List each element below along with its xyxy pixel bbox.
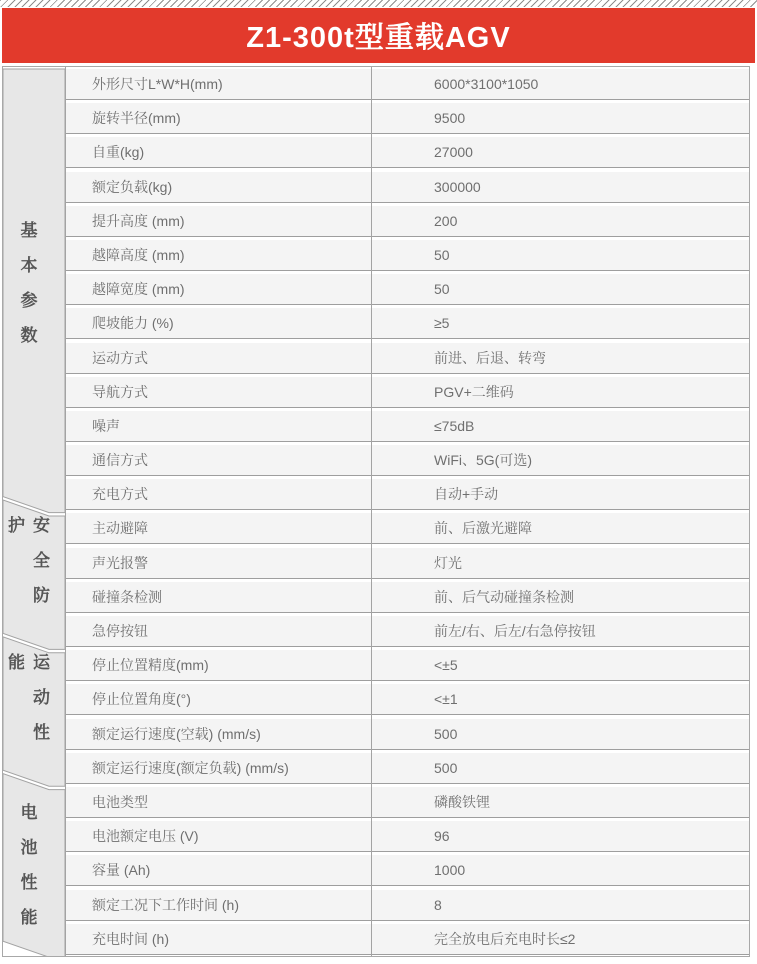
param-value-cell: 前进、后退、转弯 [434, 349, 546, 366]
table-row [66, 411, 749, 442]
category-label: 运动性能 [5, 652, 49, 758]
category-label: 安全防护 [5, 516, 49, 621]
param-value-cell: 8 [434, 896, 442, 913]
param-value-cell: <±5 [434, 657, 458, 674]
table-row [66, 719, 749, 750]
column-divider-category [65, 67, 66, 956]
param-name-cell: 通信方式 [92, 452, 148, 469]
param-name-cell: 外形尺寸L*W*H(mm) [92, 76, 223, 92]
table-row [66, 650, 749, 681]
table-row [66, 924, 749, 955]
table-row [66, 821, 749, 852]
param-value-cell: <±1 [434, 691, 458, 708]
param-name-cell: 充电方式 [92, 486, 148, 503]
param-name-cell: 噪声 [92, 417, 120, 434]
param-name-cell: 停止位置精度(mm) [92, 657, 209, 674]
param-value-cell: 灯光 [434, 554, 462, 571]
table-row [66, 377, 749, 408]
table-row [66, 855, 749, 886]
table-row [66, 103, 749, 134]
table-row [66, 206, 749, 237]
table-row [66, 582, 749, 613]
param-name-cell: 爬坡能力 (%) [92, 315, 174, 332]
param-name-cell: 电池类型 [92, 793, 148, 810]
table-row [66, 890, 749, 921]
param-value-cell: 500 [434, 759, 458, 776]
table-row [66, 479, 749, 510]
param-value-cell: WiFi、5G(可选) [434, 452, 532, 469]
column-divider-value [371, 67, 372, 956]
param-value-cell: 200 [434, 212, 458, 229]
param-value-cell: 1000 [434, 862, 466, 879]
table-row [66, 308, 749, 339]
param-value-cell: 50 [434, 281, 450, 298]
header-banner [2, 8, 755, 63]
param-name-cell: 电池额定电压 (V) [92, 828, 199, 845]
param-value-cell: 完全放电后充电时长≤2 [434, 930, 576, 947]
param-value-cell: ≥5 [434, 315, 450, 332]
param-name-cell: 额定运行速度(空载) (mm/s) [92, 725, 261, 742]
param-value-cell: 27000 [434, 144, 473, 161]
param-name-cell: 声光报警 [92, 554, 148, 571]
param-value-cell: 磷酸铁锂 [434, 793, 490, 810]
param-value-cell: 9500 [434, 110, 466, 127]
table-row [66, 69, 749, 100]
param-name-cell: 碰撞条检测 [92, 588, 162, 605]
table-row [66, 753, 749, 784]
table-row [66, 240, 749, 271]
table-row [66, 137, 749, 168]
category-label: 电池性能 [17, 803, 37, 944]
param-value-cell: 50 [434, 246, 450, 263]
param-value-cell: 500 [434, 725, 458, 742]
param-name-cell: 主动避障 [92, 520, 148, 537]
table-row [66, 343, 749, 374]
param-value-cell: PGV+二维码 [434, 383, 514, 400]
page-title: Z1-300t型重载AGV [246, 22, 511, 54]
table-row [66, 787, 749, 818]
param-name-cell: 停止位置角度(°) [92, 691, 191, 708]
param-name-cell: 急停按钮 [92, 623, 148, 639]
category-label: 基本参数 [17, 220, 37, 361]
param-name-cell: 额定工况下工作时间 (h) [92, 896, 239, 913]
param-name-cell: 越障宽度 (mm) [92, 281, 185, 298]
spec-table [2, 66, 750, 957]
spec-rows [66, 67, 749, 956]
table-row [66, 548, 749, 579]
param-value-cell: 6000*3100*1050 [434, 76, 539, 92]
param-name-cell: 额定运行速度(额定负载) (mm/s) [92, 759, 289, 776]
param-name-cell: 提升高度 (mm) [92, 212, 185, 229]
param-value-cell: 前左/右、后左/右急停按钮 [434, 623, 596, 639]
table-row [66, 274, 749, 305]
param-value-cell: 96 [434, 828, 450, 845]
param-name-cell: 额定负载(kg) [92, 178, 173, 195]
param-value-cell: 前、后气动碰撞条检测 [434, 588, 574, 605]
param-name-cell: 充电时间 (h) [92, 930, 169, 947]
param-name-cell: 运动方式 [92, 349, 148, 366]
table-row [66, 445, 749, 476]
param-name-cell: 导航方式 [92, 383, 148, 400]
param-value-cell: ≤75dB [434, 417, 475, 434]
hatch-border-top [0, 0, 757, 7]
table-row [66, 513, 749, 544]
table-row [66, 172, 749, 203]
table-row [66, 616, 749, 647]
param-name-cell: 容量 (Ah) [92, 862, 151, 879]
param-value-cell: 300000 [434, 178, 481, 195]
table-row [66, 684, 749, 715]
param-value-cell: 自动+手动 [434, 486, 499, 503]
param-name-cell: 自重(kg) [92, 144, 145, 161]
param-value-cell: 前、后激光避障 [434, 520, 532, 537]
param-name-cell: 越障高度 (mm) [92, 246, 185, 263]
param-name-cell: 旋转半径(mm) [92, 110, 181, 127]
